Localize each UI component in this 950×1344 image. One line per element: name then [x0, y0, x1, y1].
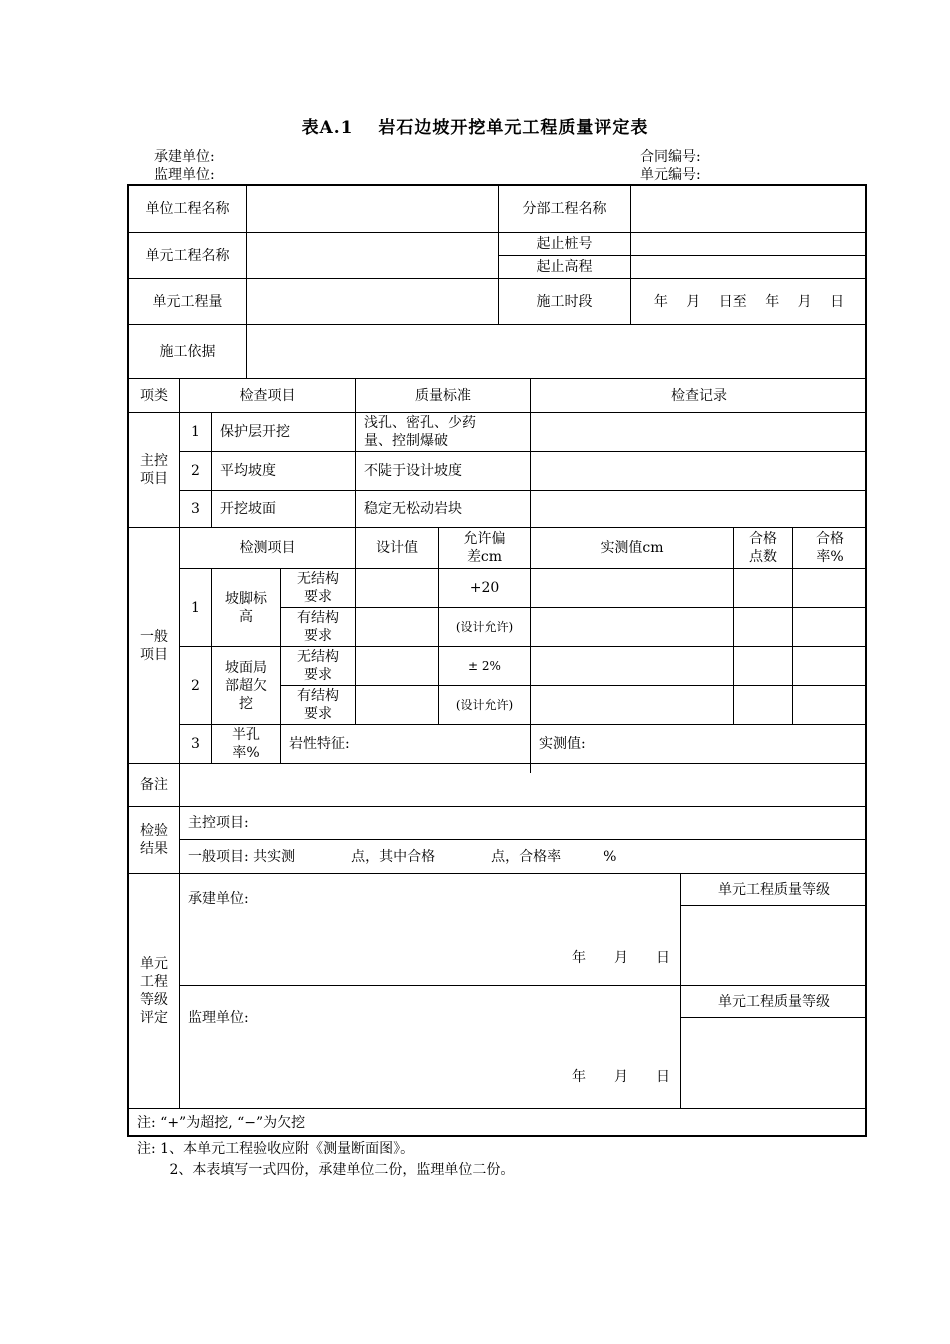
note-row: 注: “+”为超挖, “−”为欠挖 [137, 1115, 306, 1131]
division-project-name-field[interactable] [631, 186, 867, 232]
construction-period-value[interactable]: 年 月 日至 年 月 日 [653, 293, 845, 310]
main-category-label: 主控项目 [140, 453, 168, 487]
result-general-line: 一般项目: 共实测 点，其中合格 点，合格率 % [188, 848, 617, 865]
item-header: 检查项目 [239, 387, 296, 404]
element-project-name-field[interactable] [247, 233, 498, 278]
footnote-1: 注: 1、本单元工程验收应附《测量断面图》。 [137, 1141, 415, 1157]
pass-count-header: 合格点数 [749, 531, 777, 565]
grade-quality-label: 单元工程质量等级 [718, 993, 830, 1010]
category-header: 项类 [140, 387, 168, 404]
grade-label: 单元工程等级评定 [140, 956, 168, 1026]
sub-item-label: 无结构要求 [297, 571, 339, 605]
grade-contractor-date: 年 月 日 [572, 950, 670, 966]
elevation-range-label: 起止高程 [536, 259, 593, 275]
element-quantity-label: 单元工程量 [152, 293, 223, 310]
unit-project-name-label: 单位工程名称 [145, 201, 230, 217]
grade-supervisor-date: 年 月 日 [572, 1069, 670, 1085]
record-header: 检查记录 [671, 387, 727, 404]
grade-supervisor-label: 监理单位: [188, 1010, 249, 1026]
unit-project-name-field[interactable] [247, 186, 498, 232]
remarks-label: 备注 [140, 777, 168, 793]
evaluation-table [127, 184, 867, 1137]
tolerance-value: +20 [469, 580, 500, 596]
main-item-no: 1 [191, 424, 200, 440]
general-item-name: 坡面局部超欠挖 [225, 659, 267, 712]
standard-header: 质量标准 [415, 387, 471, 404]
general-item-no: 1 [191, 599, 200, 616]
result-label: 检验结果 [140, 823, 168, 857]
construction-basis-field[interactable] [247, 325, 867, 378]
main-item-no: 3 [191, 501, 200, 517]
station-range-field[interactable] [631, 233, 867, 255]
main-item-record[interactable] [531, 491, 867, 527]
grade-quality-label: 单元工程质量等级 [718, 881, 830, 898]
contractor-label: 承建单位: [154, 149, 215, 165]
tolerance-header: 允许偏差cm [463, 531, 506, 565]
sub-item-label: 有结构要求 [297, 610, 339, 644]
remarks-field[interactable] [180, 764, 867, 806]
division-project-name-label: 分部工程名称 [522, 201, 607, 217]
contract-no-label: 合同编号: [640, 149, 701, 165]
sub-item-label: 有结构要求 [297, 688, 339, 722]
main-item-standard: 浅孔、密孔、少药量、控制爆破 [364, 415, 476, 449]
general-item-no: 2 [191, 677, 200, 694]
footnote-2: 2、本表填写一式四份，承建单位二份，监理单位二份。 [137, 1162, 515, 1178]
main-item-no: 2 [191, 463, 200, 479]
measured-value-label: 实测值: [539, 736, 586, 752]
general-category-label: 一般项目 [140, 628, 168, 663]
main-item-name: 开挖坡面 [220, 501, 276, 517]
element-quantity-field[interactable] [247, 279, 498, 324]
form-title: 表A.1 岩石边坡开挖单元工程质量评定表 [301, 118, 649, 138]
measure-header: 检测项目 [239, 540, 296, 556]
pass-rate-header: 合格率% [816, 531, 844, 565]
construction-basis-label: 施工依据 [159, 343, 216, 360]
result-main-line: 主控项目: [188, 815, 249, 831]
design-header: 设计值 [376, 540, 418, 556]
main-item-record[interactable] [531, 413, 867, 451]
supervisor-label: 监理单位: [154, 167, 215, 183]
main-item-record[interactable] [531, 452, 867, 490]
unit-no-label: 单元编号: [640, 167, 701, 183]
main-item-standard: 稳定无松动岩块 [364, 501, 462, 517]
measured-header: 实测值cm [600, 540, 664, 556]
main-item-name: 平均坡度 [220, 463, 276, 479]
tolerance-value: ± 2% [468, 659, 501, 673]
grade-supervisor-field[interactable] [681, 1018, 867, 1108]
grade-contractor-field[interactable] [681, 906, 867, 985]
main-item-name: 保护层开挖 [220, 424, 290, 440]
general-item-name: 坡脚标高 [225, 590, 267, 625]
general-item-no: 3 [191, 736, 200, 752]
station-range-label: 起止桩号 [536, 236, 593, 252]
tolerance-value: (设计允许) [455, 620, 514, 634]
sub-item-label: 无结构要求 [297, 649, 339, 683]
elevation-range-field[interactable] [631, 256, 867, 278]
element-project-name-label: 单元工程名称 [145, 247, 230, 264]
construction-period-label: 施工时段 [536, 293, 593, 310]
general-item-name: 半孔率% [232, 727, 260, 761]
grade-contractor-label: 承建单位: [188, 891, 249, 907]
main-item-standard: 不陡于设计坡度 [364, 463, 462, 479]
rock-feature-label: 岩性特征: [289, 736, 350, 752]
tolerance-value: (设计允许) [455, 698, 514, 712]
